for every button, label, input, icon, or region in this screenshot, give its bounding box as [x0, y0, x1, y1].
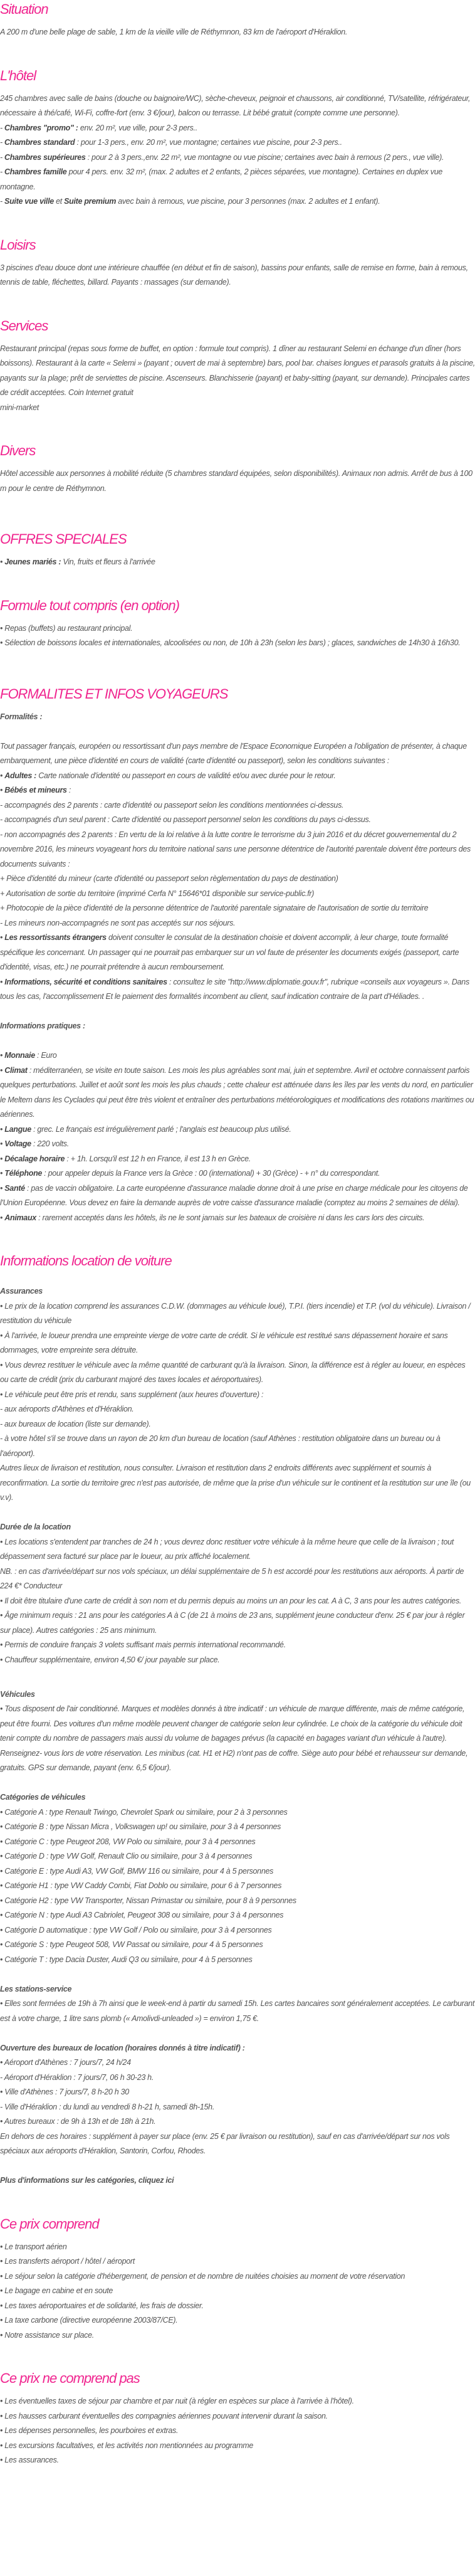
section-title: FORMALITES ET INFOS VOYAGEURS — [0, 685, 228, 702]
room-type: - Chambres "promo" : env. 20 m², vue ville, pour 2-3 pers.. — [0, 123, 197, 132]
location-line: • Les locations s'entendent par tranches de 24 h ; vous devrez donc restituer votre véhicule à la même heure que celle de la livraison ; tout dépassement sera facturé sur place par le loueur, au prix affiché localement. — [0, 1537, 454, 1561]
mineurs-line: + Pièce d'identité du mineur (carte d'identité ou passeport selon règlementation du pays de destination) — [0, 874, 338, 883]
location-line: • Le prix de la location comprend les assurances C.D.W. (dommages au véhicule loué), T.P.I. (tiers incendie) et T.P. (vol du véhicule). Livraison / restitution du véhicule — [0, 1301, 471, 1325]
category-item: • Catégorie A : type Renault Twingo, Chevrolet Spark ou similaire, pour 2 à 3 personnes — [0, 1807, 288, 1817]
more-categories-link[interactable]: Plus d'informations sur les catégories, cliquez ici — [0, 2176, 174, 2185]
location-line: - aux aéroports d'Athènes et d'Héraklion. — [0, 1405, 134, 1413]
services-text-2: mini-market — [0, 403, 39, 412]
services-text: Restaurant principal (repas sous forme de buffet, en option : formule tout compris). 1 dîner au restaurant Selemi en échange d'un dîner (hors boissons). Restaurant à la carte « Selemi » (payant ; ouvert de mai à septembre) bars, pool bar. chaises longues et parasols gratuits à la piscine, payants sur la plage; prêt de serviettes de piscine. Ascenseurs. Blanchisserie (payant) et baby-sitting (payant, sur demande). Principales cartes de crédit acceptées. Coin Internet gratuit — [0, 344, 475, 397]
subheading-assurances: Assurances — [0, 1287, 43, 1296]
category-item: • Catégorie T : type Dacia Duster, Audi Q3 ou similaire, pour 4 à 5 personnes — [0, 1955, 253, 1964]
room-type: - Chambres standard : pour 1-3 pers., env. 20 m², vue montagne; certaines vue piscine, pour 2-3 pers.. — [0, 138, 342, 147]
section-formule-tout-compris — [0, 598, 475, 651]
formule-item: • Sélection de boissons locales et internationales, alcoolisées ou non, de 10h à 23h (selon les bars) ; glaces, sandwiches de 14h30 à 16h30. — [0, 638, 461, 647]
section-title: Formule tout compris (en option) — [0, 597, 179, 613]
category-item: • Catégorie H1 : type VW Caddy Combi, Fiat Doblo ou similaire, pour 6 à 7 personnes — [0, 1881, 282, 1890]
pratique-item: • Climat : méditerranéen, se visite en toute saison. Les mois les plus agréables sont mai, juin et septembre. Avril et octobre connaissent parfois quelques perturbations. Juillet et août sont les mois les plus chauds ; cette chaleur est atténuée dans les îles par les vents du nord, en particulier le Meltem dans les Cyclades qui peut être très violent et entraîner des perturbations météorologiques et modifications des rotations maritimes ou aériennes. — [0, 1065, 474, 1119]
mineurs-line: - accompagnés des 2 parents : carte d'identité ou passeport selon les conditions mentionnées ci-dessus. — [0, 800, 344, 810]
ne-comprend-item: • Les hausses carburant éventuelles des compagnies aériennes pouvant intervenir durant la saison. — [0, 2411, 328, 2420]
formalites-bebes: • Bébés et mineurs : — [0, 786, 71, 794]
mineurs-line: - accompagnés d'un seul parent : Carte d'identité ou passeport personnel selon les conditions du pays ci-dessus. — [0, 815, 371, 824]
comprend-item: • Le bagage en cabine et en soute — [0, 2286, 113, 2295]
location-line: - à votre hôtel s'il se trouve dans un rayon de 20 km d'un bureau de location (sauf Athènes : restitution obligatoire dans un bureau ou à l'aéroport). — [0, 1434, 441, 1458]
location-line: • Tous disposent de l'air conditionné. Marques et modèles donnés à titre indicatif : un véhicule de marque différente, mais de même catégorie, peut être fourni. Des voitures d'un même modèle peuvent changer de catégorie selon leur cylindrée. Le choix de la catégorie du véhicule doit tenir compte du nombre de passagers mais aussi du volume de bagages prévus (la capacité en bagages variant d'un véhicule à l'autre). Renseignez- vous lors de votre réservation. Les minibus (cat. H1 et H2) n'ont pas de coffre. Siège auto pour bébé et rehausseur sur demande, gratuits. GPS sur demande, payant (env. 6,5 €/jour). — [0, 1704, 468, 1772]
section-title: Services — [0, 317, 48, 334]
section-loisirs — [0, 237, 475, 290]
section-hotel — [0, 68, 475, 209]
location-line: • Il doit être titulaire d'une carte de crédit à son nom et du permis depuis au moins un an pour les cat. A à C, 3 ans pour les autres catégories. — [0, 1596, 462, 1605]
situation-text: A 200 m d'une belle plage de sable, 1 km de la vieille ville de Réthymnon, 83 km de l'aéroport d'Héraklion. — [0, 28, 348, 36]
subheading-categories: Catégories de véhicules — [0, 1793, 86, 1802]
room-type: - Chambres supérieures : pour 2 à 3 pers.,env. 22 m², vue montagne ou vue piscine; certaines avec bain à remous (2 pers., vue ville). — [0, 152, 444, 162]
location-line: • Permis de conduire français 3 volets suffisant mais permis international recommandé. — [0, 1640, 286, 1649]
formule-item: • Repas (buffets) au restaurant principal. — [0, 623, 133, 633]
comprend-item: • La taxe carbone (directive européenne 2003/87/CE). — [0, 2316, 178, 2325]
ne-comprend-item: • Les excursions facultatives, et les activités non mentionnées au programme — [0, 2441, 254, 2450]
section-title: OFFRES SPECIALES — [0, 531, 127, 547]
pratique-item: • Monnaie : Euro — [0, 1051, 57, 1060]
location-line: NB. : en cas d'arrivée/départ sur nos vols spéciaux, un délai supplémentaire de 5 h est accordé pour les restitutions aux aéroports. À partir de 224 €* Conducteur — [0, 1566, 464, 1590]
section-title: Informations location de voiture — [0, 1253, 172, 1269]
section-offres-speciales — [0, 531, 475, 570]
location-line: • Elles sont fermées de 19h à 7h ainsi que le week-end à partir du samedi 15h. Les cartes bancaires sont généralement acceptées. Le carburant est à votre charge, 1 litre sans plomb (« Amolivdi-unleaded ») = environ 1,75 €. — [0, 1999, 474, 2023]
section-title: L'hôtel — [0, 67, 36, 83]
section-formalites — [0, 686, 475, 1226]
ouverture-item: • Aéroport d'Athènes : 7 jours/7, 24 h/24 — [0, 2058, 131, 2067]
section-situation — [0, 1, 475, 40]
section-prix-ne-comprend-pas — [0, 2370, 475, 2468]
pratique-item: • Santé : pas de vaccin obligatoire. La carte européenne d'assurance maladie donne droit à une prise en charge médicale pour les citoyens de l'Union Européenne. Vous devez en faire la demande auprès de votre caisse d'assurance maladie (comptez au moins 2 semaines de délai). — [0, 1183, 468, 1207]
offer-item: • Jeunes mariés : Vin, fruits et fleurs à l'arrivée — [0, 557, 155, 566]
section-services — [0, 318, 475, 416]
mineurs-line: + Photocopie de la pièce d'identité de la personne détentrice de l'autorité parentale signataire de l'autorisation de sortie du territoire — [0, 904, 429, 912]
pratique-item: • Voltage : 220 volts. — [0, 1139, 69, 1148]
formalites-etrangers: • Les ressortissants étrangers doivent consulter le consulat de la destination choisie et doivent accomplir, à leur charge, toute formalité spécifique les concernant. Un passager qui ne pourrait pas embarquer sur un vol faute de présenter les documents exigés (passeport, carte d'identité, visas, etc.) ne pourrait prétendre à aucun remboursement. — [0, 933, 459, 971]
mineurs-line: - Les mineurs non-accompagnés ne sont pas acceptés sur nos séjours. — [0, 918, 236, 927]
hotel-description-page — [0, 1, 475, 2481]
ne-comprend-item: • Les dépenses personnelles, les pourboires et extras. — [0, 2426, 179, 2435]
comprend-item: • Les taxes aéroportuaires et de solidarité, les frais de dossier. — [0, 2301, 204, 2310]
loisirs-text: 3 piscines d'eau douce dont une intérieure chauffée (en début et fin de saison), bassins pour enfants, salle de remise en forme, bain à remous, tennis de table, fléchettes, billard. Payants : massages (sur demande). — [0, 263, 468, 287]
room-type: - Chambres famille pour 4 pers. env. 32 m², (max. 2 adultes et 2 enfants, 2 pièces séparées, vue montagne). Certaines en duplex vue montagne. — [0, 167, 443, 191]
category-item: • Catégorie B : type Nissan Micra , Volkswagen up! ou similaire, pour 3 à 4 personnes — [0, 1822, 281, 1831]
ne-comprend-item: • Les assurances. — [0, 2456, 59, 2464]
location-line: Autres lieux de livraison et restitution, nous consulter. Livraison et restitution dans 2 endroits différents avec supplément et soumis à reconfirmation. La sortie du territoire grec n'est pas autorisée, de même que la prise d'un véhicule sur le continent et la restitution sur une île (ou v.v). — [0, 1464, 471, 1502]
comprend-item: • Le transport aérien — [0, 2242, 67, 2251]
ouverture-item: En dehors de ces horaires : supplément à payer sur place (env. 25 € par livraison ou restitution), sauf en cas d'arrivée/départ sur nos vols spéciaux aux aéroports d'Héraklion, Santorin, Corfou, Rhodes. — [0, 2131, 450, 2155]
mineurs-line: + Autorisation de sortie du territoire (imprimé Cerfa N° 15646*01 disponible sur service-public.fr) — [0, 889, 315, 898]
comprend-item: • Notre assistance sur place. — [0, 2330, 94, 2340]
ne-comprend-item: • Les éventuelles taxes de séjour par chambre et par nuit (à régler en espèces sur place à l'arrivée à l'hôtel). — [0, 2397, 354, 2405]
mineurs-line: - non accompagnés des 2 parents : En vertu de la loi relative à la lutte contre le terrorisme du 3 juin 2016 et du décret gouvernemental du 2 novembre 2016, les mineurs voyageant hors du territoire national sans une personne détentrice de l'autorité parentale doivent être porteurs des documents suivants : — [0, 830, 471, 868]
pratique-item: • Téléphone : pour appeler depuis la France vers la Grèce : 00 (international) + 30 (Grèce) - + n° du correspondant. — [0, 1169, 380, 1178]
divers-text: Hôtel accessible aux personnes à mobilité réduite (5 chambres standard équipées, selon disponibilités). Animaux non admis. Arrêt de bus à 100 m pour le centre de Réthymnon. — [0, 469, 472, 493]
category-item: • Catégorie C : type Peugeot 208, VW Polo ou similaire, pour 3 à 4 personnes — [0, 1837, 256, 1846]
comprend-item: • Les transferts aéroport / hôtel / aéroport — [0, 2257, 135, 2266]
location-line: - aux bureaux de location (liste sur demande). — [0, 1419, 151, 1428]
section-location-voiture — [0, 1253, 475, 2188]
subheading-vehicules: Véhicules — [0, 1689, 35, 1699]
pratique-item: • Décalage horaire : + 1h. Lorsqu'il est 12 h en France, il est 13 h en Grèce. — [0, 1154, 251, 1163]
ouverture-item: - Aéroport d'Héraklion : 7 jours/7, 06 h 30-23 h. — [0, 2072, 154, 2082]
location-line: • À l'arrivée, le loueur prendra une empreinte vierge de votre carte de crédit. Si le véhicule est restitué sans dépassement horaire et sans dommages, votre empreinte sera détruite. — [0, 1331, 448, 1354]
pratique-item: • Animaux : rarement acceptés dans les hôtels, ils ne le sont jamais sur les bateaux de croisière ni dans les cars lors des circuits. — [0, 1213, 425, 1222]
pratique-item: • Langue : grec. Le français est irrégulièrement parlé ; l'anglais est beaucoup plus utilisé. — [0, 1124, 291, 1134]
subheading-infos-pratiques: Informations pratiques : — [0, 1021, 85, 1030]
hotel-intro: 245 chambres avec salle de bains (douche ou baignoire/WC), sèche-cheveux, peignoir et chaussons, air conditionné, TV/satellite, réfrigérateur, nécessaire à thé/café, Wi-Fi, coffre-fort (env. 3 €/jour), balcon ou terrasse. Lit bébé gratuit (compte comme une personne). — [0, 93, 471, 117]
formalites-intro: Tout passager français, européen ou ressortissant d'un pays membre de l'Espace Economique Européen a l'obligation de présenter, à chaque embarquement, une pièce d'identité en cours de validité (carte d'identité ou passeport), selon les conditions suivantes : — [0, 741, 467, 765]
ouverture-item: • Autres bureaux : de 9h à 13h et de 18h à 21h. — [0, 2117, 156, 2126]
category-item: • Catégorie H2 : type VW Transporter, Nissan Primastar ou similaire, pour 8 à 9 personnes — [0, 1896, 296, 1905]
section-title: Ce prix comprend — [0, 2215, 99, 2232]
comprend-item: • Le séjour selon la catégorie d'hébergement, de pension et de nombre de nuitées choisies au moment de votre réservation — [0, 2271, 405, 2281]
location-line: • Âge minimum requis : 21 ans pour les catégories A à C (de 21 à moins de 23 ans, supplément jeune conducteur d'env. 25 € par jour à régler sur place). Autres catégories : 25 ans minimum. — [0, 1611, 465, 1635]
subheading-formalites: Formalités : — [0, 712, 43, 721]
section-title: Situation — [0, 1, 48, 17]
location-line: • Vous devrez restituer le véhicule avec la même quantité de carburant qu'à la livraison. Sinon, la différence est à régler au loueur, en espèces ou carte de crédit (prix du carburant majoré des taxes locales et aéroportuaires). — [0, 1360, 466, 1384]
section-divers — [0, 443, 475, 496]
ouverture-item: - Ville d'Héraklion : du lundi au vendredi 8 h-21 h, samedi 8h-15h. — [0, 2102, 214, 2111]
subheading-duree: Durée de la location — [0, 1523, 71, 1531]
category-item: • Catégorie N : type Audi A3 Cabriolet, Peugeot 308 ou similaire, pour 3 à 4 personnes — [0, 1911, 284, 1919]
category-item: • Catégorie S : type Peugeot 508, VW Passat ou similaire, pour 4 à 5 personnes — [0, 1940, 263, 1949]
section-prix-comprend — [0, 2216, 475, 2343]
subheading-stations: Les stations-service — [0, 1984, 72, 1993]
ouverture-item: • Ville d'Athènes : 7 jours/7, 8 h-20 h 30 — [0, 2088, 129, 2096]
location-line: • Le véhicule peut être pris et rendu, sans supplément (aux heures d'ouverture) : — [0, 1390, 264, 1399]
location-line: • Chauffeur supplémentaire, environ 4,50 €/ jour payable sur place. — [0, 1655, 220, 1664]
formalites-securite: • Informations, sécurité et conditions sanitaires : consultez le site "http://www.diplomatie.gouv.fr", rubrique «conseils aux voyageurs ». Dans tous les cas, l'accomplissement Et le paiement des formalités incombent au client, sauf indication contraire de la part d'Héliades. . — [0, 977, 469, 1001]
section-title: Divers — [0, 443, 36, 458]
subheading-ouverture: Ouverture des bureaux de location (horaires donnés à titre indicatif) : — [0, 2043, 245, 2052]
category-item: • Catégorie D automatique : type VW Golf / Polo ou similaire, pour 3 à 4 personnes — [0, 1925, 272, 1935]
category-item: • Catégorie D : type VW Golf, Renault Clio ou similaire, pour 3 à 4 personnes — [0, 1852, 253, 1861]
section-title: Ce prix ne comprend pas — [0, 2370, 140, 2386]
formalites-adultes: • Adultes : Carte nationale d'identité ou passeport en cours de validité et/ou avec durée pour le retour. — [0, 771, 336, 780]
room-type-suites: - Suite vue ville et Suite premium avec bain à remous, vue piscine, pour 3 personnes (max. 2 adultes et 1 enfant). — [0, 197, 380, 206]
section-title: Loisirs — [0, 236, 36, 253]
category-item: • Catégorie E : type Audi A3, VW Golf, BMW 116 ou similaire, pour 4 à 5 personnes — [0, 1866, 274, 1876]
